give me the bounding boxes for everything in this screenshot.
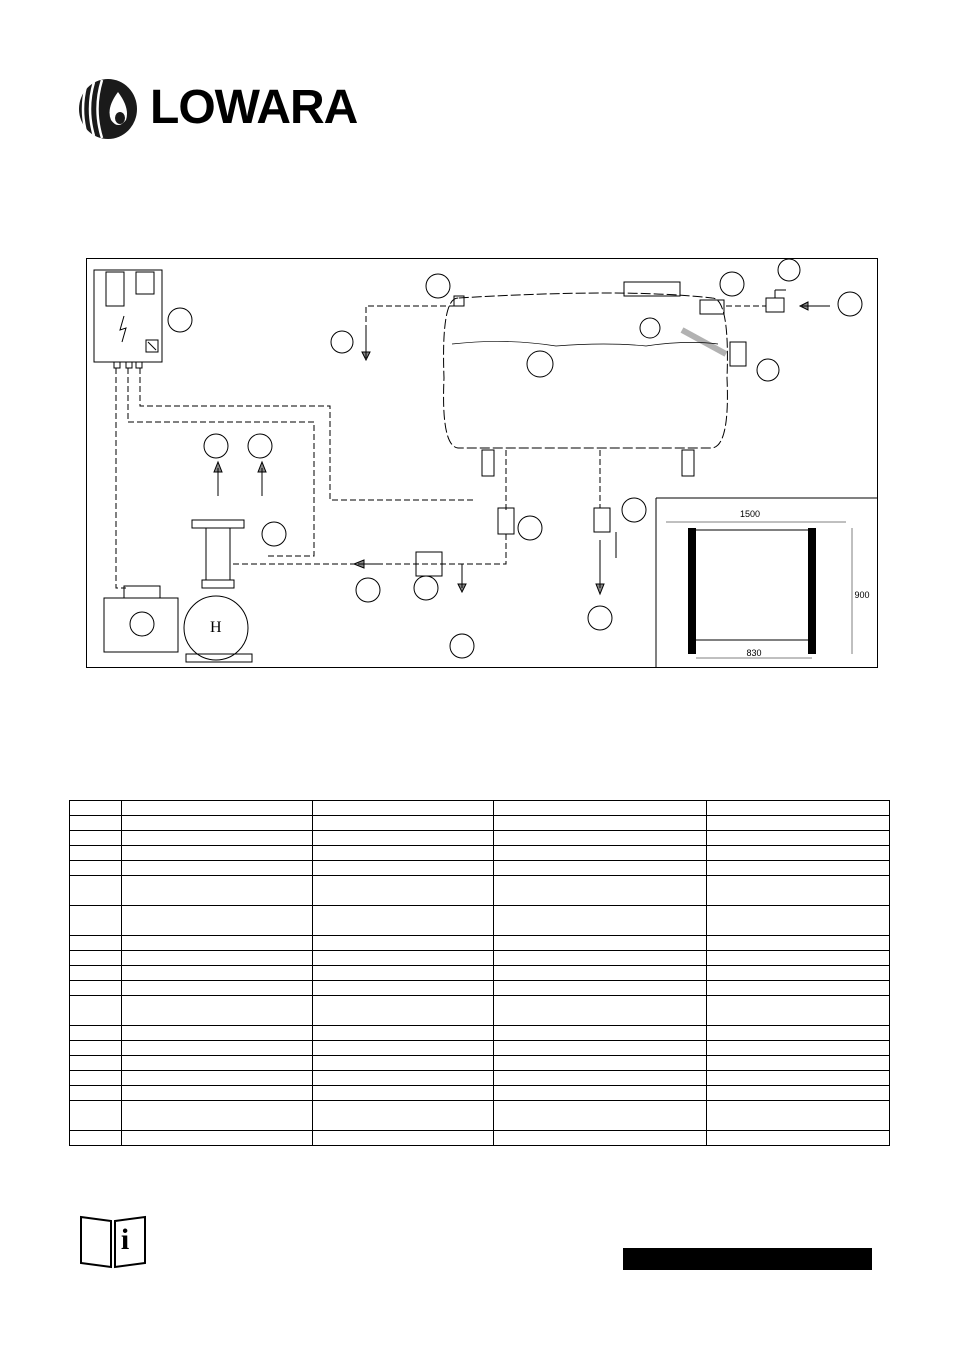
table-cell	[313, 1101, 494, 1131]
table-cell	[70, 1071, 122, 1086]
table-cell	[313, 906, 494, 936]
table-cell	[70, 966, 122, 981]
table-row	[70, 951, 890, 966]
table-cell	[122, 846, 313, 861]
table-row	[70, 1086, 890, 1101]
table-cell	[707, 1071, 890, 1086]
table-cell	[70, 1101, 122, 1131]
table-cell	[122, 1071, 313, 1086]
table-cell	[122, 1026, 313, 1041]
table-cell	[70, 1041, 122, 1056]
table-cell	[494, 966, 707, 981]
table-cell	[70, 981, 122, 996]
table-cell	[70, 1086, 122, 1101]
table-cell	[707, 816, 890, 831]
table-cell	[707, 876, 890, 906]
table-cell	[494, 1026, 707, 1041]
table-row	[70, 1101, 890, 1131]
table-cell	[122, 1041, 313, 1056]
parts-table	[69, 800, 890, 1146]
footer-bar	[623, 1248, 872, 1270]
table-cell	[122, 996, 313, 1026]
svg-text:i: i	[120, 1223, 130, 1256]
table-row	[70, 1041, 890, 1056]
table-cell	[122, 981, 313, 996]
table-cell	[494, 1071, 707, 1086]
lowara-droplet-icon	[78, 78, 148, 140]
table-cell	[70, 876, 122, 906]
storage-tank	[444, 282, 746, 476]
table-cell	[494, 936, 707, 951]
table-cell	[313, 861, 494, 876]
table-cell	[313, 951, 494, 966]
table-row	[70, 1056, 890, 1071]
table-cell	[122, 1056, 313, 1071]
table-cell	[313, 1131, 494, 1146]
table-cell	[494, 996, 707, 1026]
table-cell	[70, 951, 122, 966]
table-cell	[122, 966, 313, 981]
table-cell	[494, 816, 707, 831]
table-cell	[494, 951, 707, 966]
table-cell	[707, 1026, 890, 1041]
control-panel	[94, 270, 162, 368]
table-cell	[313, 876, 494, 906]
table-cell	[707, 1131, 890, 1146]
table-cell	[707, 1041, 890, 1056]
table-cell	[313, 981, 494, 996]
table-cell	[70, 1026, 122, 1041]
manual-info-icon	[79, 1213, 147, 1269]
table-cell	[494, 1131, 707, 1146]
brand-name: LOWARA	[150, 81, 358, 134]
table-cell	[707, 906, 890, 936]
table-cell	[494, 861, 707, 876]
table-row	[70, 936, 890, 951]
table-cell	[70, 906, 122, 936]
table-row	[70, 966, 890, 981]
table-cell	[122, 951, 313, 966]
pump-label: H	[210, 619, 222, 636]
pump-unit	[104, 520, 252, 662]
table-cell	[707, 966, 890, 981]
table-cell	[707, 1056, 890, 1071]
dimensions-inset	[656, 498, 878, 668]
table-cell	[70, 936, 122, 951]
table-cell	[494, 846, 707, 861]
table-cell	[70, 1056, 122, 1071]
table-cell	[122, 801, 313, 816]
table-cell	[707, 996, 890, 1026]
table-cell	[313, 801, 494, 816]
table-cell	[70, 996, 122, 1026]
table-cell	[494, 906, 707, 936]
table-cell	[122, 1086, 313, 1101]
dim-height: 900	[854, 590, 870, 600]
table-cell	[122, 906, 313, 936]
table-cell	[313, 996, 494, 1026]
table-row	[70, 876, 890, 906]
table-cell	[313, 1086, 494, 1101]
table-cell	[313, 1071, 494, 1086]
table-cell	[494, 981, 707, 996]
table-row	[70, 996, 890, 1026]
table-cell	[70, 1131, 122, 1146]
table-cell	[70, 831, 122, 846]
table-cell	[494, 1101, 707, 1131]
table-cell	[70, 801, 122, 816]
table-cell	[70, 846, 122, 861]
table-cell	[122, 831, 313, 846]
table-cell	[494, 876, 707, 906]
table-row	[70, 1026, 890, 1041]
table-cell	[707, 1101, 890, 1131]
table-cell	[70, 861, 122, 876]
table-cell	[707, 801, 890, 816]
table-cell	[707, 1086, 890, 1101]
table-row	[70, 831, 890, 846]
table-cell	[122, 876, 313, 906]
table-cell	[122, 861, 313, 876]
table-cell	[494, 1086, 707, 1101]
table-cell	[707, 846, 890, 861]
table-row	[70, 1131, 890, 1146]
table-row	[70, 846, 890, 861]
table-cell	[494, 831, 707, 846]
dim-length: 1500	[739, 509, 761, 519]
table-row	[70, 816, 890, 831]
table-cell	[122, 1101, 313, 1131]
table-cell	[313, 1056, 494, 1071]
table-row	[70, 981, 890, 996]
table-cell	[494, 1056, 707, 1071]
brand-logo	[78, 78, 378, 140]
table-cell	[707, 951, 890, 966]
table-row	[70, 801, 890, 816]
table-cell	[122, 1131, 313, 1146]
table-row	[70, 861, 890, 876]
table-cell	[707, 936, 890, 951]
table-cell	[707, 831, 890, 846]
table-cell	[313, 831, 494, 846]
dim-base: 830	[746, 648, 762, 658]
table-cell	[313, 1026, 494, 1041]
table-cell	[313, 1041, 494, 1056]
table-cell	[313, 846, 494, 861]
table-row	[70, 1071, 890, 1086]
table-cell	[707, 981, 890, 996]
inlet-line	[366, 290, 786, 330]
table-cell	[494, 801, 707, 816]
table-cell	[313, 936, 494, 951]
electrical-cables	[116, 368, 476, 588]
suction-line	[232, 450, 616, 576]
table-cell	[70, 816, 122, 831]
table-cell	[494, 1041, 707, 1056]
table-cell	[313, 966, 494, 981]
table-cell	[313, 816, 494, 831]
table-cell	[707, 861, 890, 876]
installation-diagram	[86, 258, 878, 668]
table-cell	[122, 936, 313, 951]
table-cell	[122, 816, 313, 831]
table-row	[70, 906, 890, 936]
